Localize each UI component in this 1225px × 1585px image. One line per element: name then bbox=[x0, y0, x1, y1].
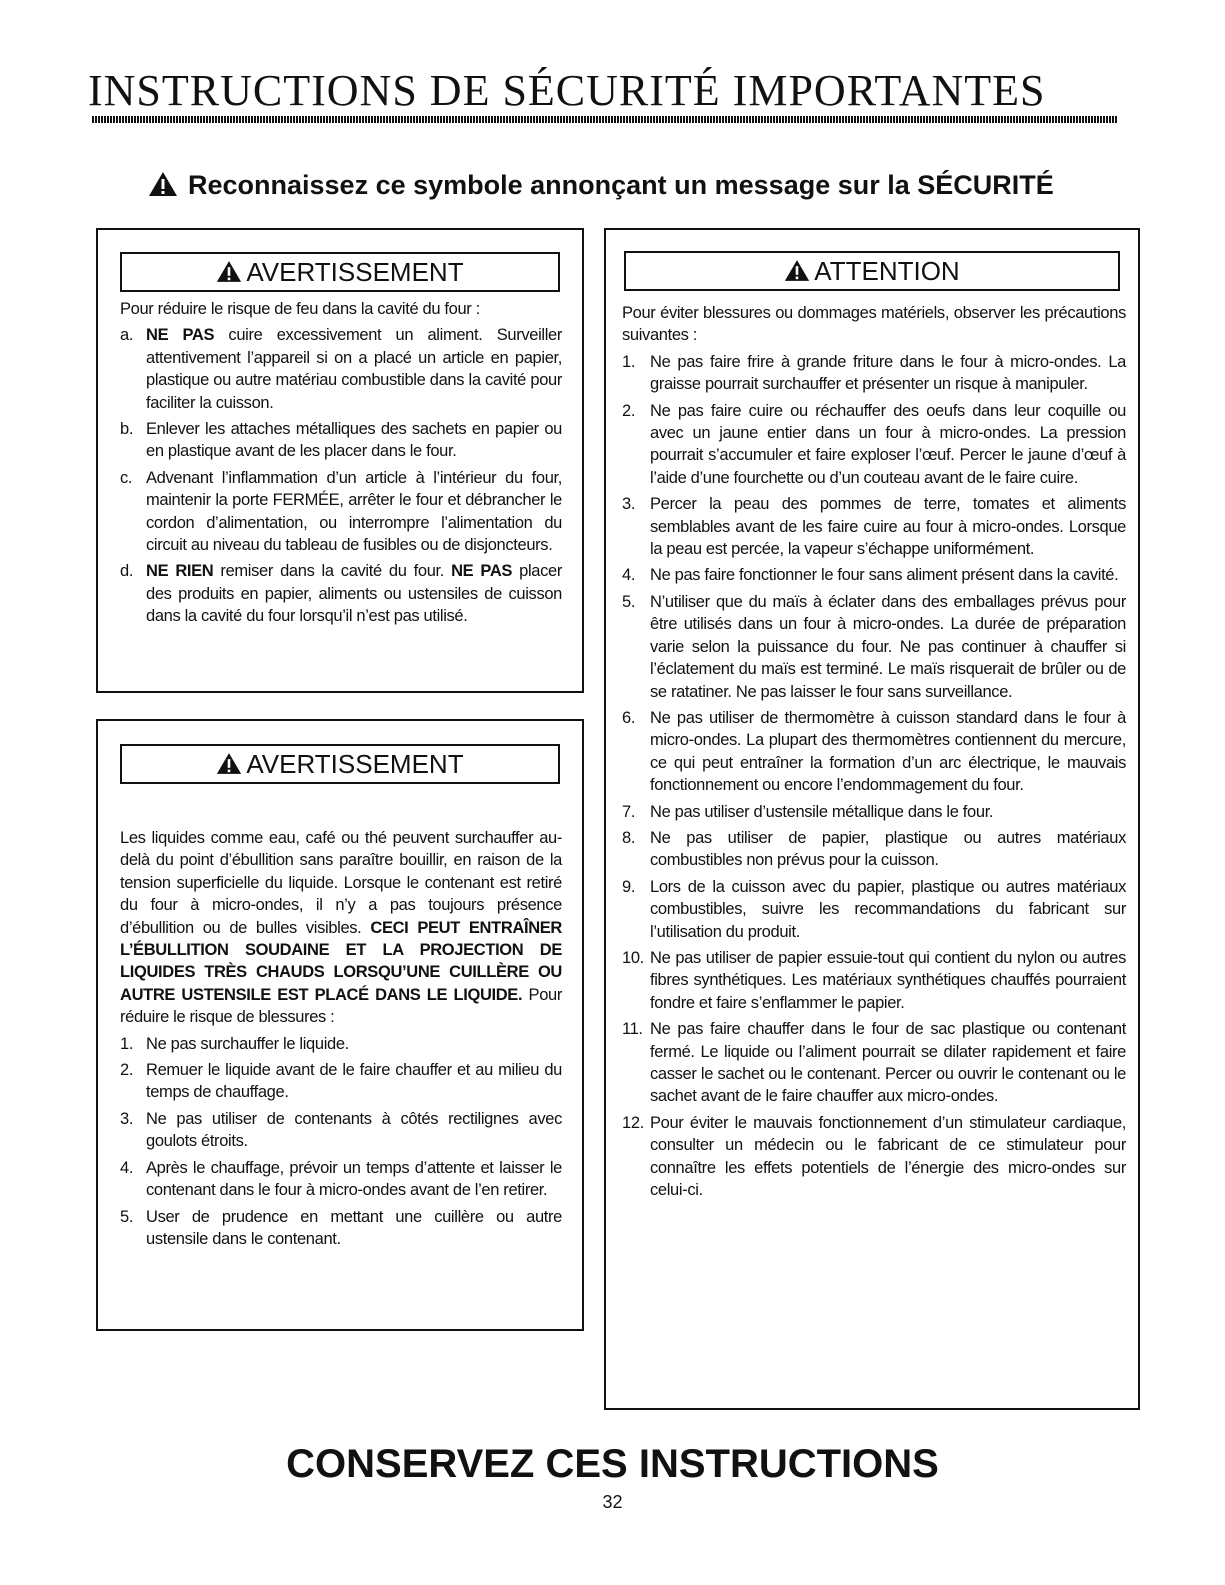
warning-content bbox=[120, 298, 562, 632]
list-marker: c. bbox=[120, 468, 133, 487]
item-text: Ne pas utiliser de contenants à côtés rectilignes avec goulots étroits. bbox=[146, 1109, 562, 1151]
list-item bbox=[622, 351, 1126, 396]
warning-triangle-icon bbox=[148, 171, 178, 197]
intro-text: Pour réduire le risque de feu dans la cavité du four : bbox=[120, 300, 480, 318]
item-text: placer des produits en papier, aliments ou ustensiles de cuisson dans la cavité du four lorsqu’il n’est pas utilisé. bbox=[146, 562, 562, 626]
warning-triangle-icon bbox=[784, 259, 810, 282]
bold-text: NE PAS bbox=[146, 326, 215, 345]
list-marker: b. bbox=[120, 420, 134, 439]
item-text: User de prudence en mettant une cuillère ou autre ustensile dans le contenant. bbox=[146, 1207, 562, 1248]
list-marker: 3. bbox=[120, 1109, 134, 1128]
item-text: Lors de la cuisson avec du papier, plastique ou autres matériaux combustibles, suivre les recommandations du fabricant sur l’utilisation du produit. bbox=[650, 877, 1126, 941]
list-item bbox=[622, 591, 1126, 703]
list-item bbox=[622, 493, 1126, 560]
list-marker: 1. bbox=[622, 352, 636, 371]
list-marker: 9. bbox=[622, 877, 636, 896]
item-text: Percer la peau des pommes de terre, tomates et aliments semblables avant de les faire cuire au four à micro-ondes. Lorsque la peau est percée, la vapeur s’échappe uniformément. bbox=[650, 495, 1126, 559]
list-item bbox=[622, 400, 1126, 490]
item-text: Ne pas faire cuire ou réchauffer des oeufs dans leur coquille ou avec un jaune entier dans un four à micro-ondes. La pression pourrait s’accumuler et faire exploser l’œuf. Percer le jaune d’œuf à l’aide d’une fourchette ou d’un couteau avant de le faire cuire. bbox=[650, 401, 1126, 487]
list-item bbox=[622, 707, 1126, 797]
list-item bbox=[120, 467, 562, 557]
bold-text: CECI PEUT ENTRAÎNER L’ÉBULLITION SOUDAINE ET LA PROJECTION DE LIQUIDES TRÈS CHAUDS LORSQU’UNE CUILLÈRE OU AUTRE USTENSILE EST PLACÉ DANS LE LIQUIDE. bbox=[120, 918, 563, 1004]
bold-text: NE RIEN bbox=[146, 562, 214, 581]
item-text: remiser dans la cavité du four. bbox=[213, 562, 452, 581]
list-item bbox=[120, 1033, 562, 1055]
caution-banner bbox=[624, 251, 1120, 291]
banner-label: AVERTISSEMENT bbox=[246, 749, 464, 779]
intro-text: Pour éviter blessures ou dommages matériels, observer les précautions suivantes : bbox=[622, 304, 1126, 345]
list-marker: a. bbox=[120, 326, 134, 345]
list-marker: 6. bbox=[622, 708, 636, 727]
list-marker: 2. bbox=[120, 1061, 134, 1080]
list-item bbox=[120, 1059, 562, 1104]
list-item bbox=[622, 1112, 1126, 1202]
page-title: INSTRUCTIONS DE SÉCURITÉ IMPORTANTES bbox=[88, 66, 1046, 115]
item-text: Ne pas utiliser de papier, plastique ou autres matériaux combustibles non prévus pour la cuisson. bbox=[650, 828, 1126, 870]
item-text: Ne pas utiliser de thermomètre à cuisson standard dans le four à micro-ondes. La plupart des thermomètres contiennent du mercure, ce qui peut entraîner la formation d’un arc électrique, le mauvais fonctionnement ou encore l’endommagement du four. bbox=[650, 708, 1126, 795]
list-marker: 2. bbox=[622, 401, 636, 420]
list-item bbox=[622, 876, 1126, 943]
list-marker: d. bbox=[120, 562, 134, 581]
list-item bbox=[622, 827, 1126, 872]
list-item bbox=[120, 1157, 562, 1202]
list-marker: 5. bbox=[120, 1207, 134, 1226]
warning-banner bbox=[120, 252, 560, 292]
list-item bbox=[120, 1206, 562, 1251]
list-item bbox=[120, 418, 562, 463]
list-marker: 1. bbox=[120, 1034, 134, 1053]
banner-label: AVERTISSEMENT bbox=[246, 257, 464, 287]
item-text: Ne pas surchauffer le liquide. bbox=[146, 1034, 349, 1053]
item-text: N’utiliser que du maïs à éclater dans des emballages prévus pour être utilisés dans un four à micro-ondes. La durée de préparation varie selon la puissance du four. Ne pas continuer à chauffer si l’éclatement du maïs est terminé. Le maïs risquerait de brûler ou de se ratatiner. Ne pas laisser le four sans surveillance. bbox=[650, 592, 1126, 701]
list-item bbox=[120, 324, 562, 414]
list-marker: 4. bbox=[120, 1158, 134, 1177]
item-text: Ne pas utiliser d’ustensile métallique dans le four. bbox=[650, 802, 994, 821]
item-text: Remuer le liquide avant de le faire chauffer et au milieu du temps de chauffage. bbox=[146, 1061, 562, 1102]
list-marker: 8. bbox=[622, 828, 636, 847]
list-marker: 7. bbox=[622, 802, 636, 821]
item-text: Ne pas utiliser de papier essuie-tout qui contient du nylon ou autres fibres synthétiques. Les matériaux synthétiques chauffés pourraient fondre et faire s’enflammer le papier. bbox=[650, 948, 1126, 1012]
save-instructions-footer: CONSERVEZ CES INSTRUCTIONS bbox=[286, 1442, 939, 1486]
list-item bbox=[622, 1018, 1126, 1108]
list-item bbox=[120, 560, 562, 627]
item-text: Advenant l’inflammation d’un article à l’intérieur du four, maintenir la porte FERMÉE, arrêter le four et débrancher le cordon d’alimentation, ou interrompre l’alimentation du circuit au niveau du tableau de fusibles ou de disjoncteurs. bbox=[146, 468, 562, 555]
caution-content bbox=[622, 302, 1126, 1205]
item-text: Ne pas faire fonctionner le four sans aliment présent dans la cavité. bbox=[650, 566, 1119, 585]
list-marker: 11. bbox=[622, 1020, 643, 1039]
list-marker: 10. bbox=[622, 948, 644, 967]
item-text: Enlever les attaches métalliques des sachets en papier ou en plastique avant de les placer dans le four. bbox=[146, 420, 562, 461]
item-text: Ne pas faire chauffer dans le four de sac plastique ou contenant fermé. Le liquide ou l’aliment pourrait se dilater rapidement et faire casser le sachet ou le contenant. Percer ou ouvrir le contenant ou le sachet avant de le faire chauffer aux micro-ondes. bbox=[650, 1020, 1126, 1106]
warning-box-fire bbox=[96, 228, 584, 693]
banner-label: ATTENTION bbox=[814, 256, 960, 286]
intro-text: Les liquides comme eau, café ou thé peuvent surchauffer au-delà du point d’ébullition sans paraître bouillir, en raison de la tension superficielle du liquide. Lorsque le contenant est retiré du four à micro-ondes, il n’y a pas toujours présence d’ébullition ou de bulles visibles. CECI PEUT ENTRAÎNER L’ÉBULLITION SOUDAINE ET LA PROJECTION DE LIQUIDES TRÈS CHAUDS LORSQU’UNE CUILLÈRE OU AUTRE USTENSILE EST PLACÉ DANS LE LIQUIDE. Pour réduire le risque de blessures : bbox=[120, 829, 563, 1027]
warning-triangle-icon bbox=[216, 752, 242, 775]
list-marker: 3. bbox=[622, 495, 636, 514]
list-item bbox=[622, 564, 1126, 586]
warning-box-liquids bbox=[96, 719, 584, 1331]
bold-text: NE PAS bbox=[451, 562, 513, 581]
warning-content bbox=[120, 827, 562, 1254]
item-text: Pour éviter le mauvais fonctionnement d’un stimulateur cardiaque, consulter un médecin ou le fabricant de ce stimulateur pour connaître les effets potentiels de l’énergie des micro-ondes sur celui-ci. bbox=[650, 1113, 1126, 1200]
warning-banner bbox=[120, 744, 560, 784]
list-marker: 5. bbox=[622, 592, 636, 611]
list-item bbox=[622, 947, 1126, 1014]
page-number: 32 bbox=[602, 1492, 623, 1512]
safety-symbol-heading bbox=[148, 168, 1108, 202]
list-marker: 4. bbox=[622, 566, 636, 585]
subtitle-text: Reconnaissez ce symbole annonçant un message sur la SÉCURITÉ bbox=[188, 170, 1054, 200]
list-marker: 12. bbox=[622, 1113, 644, 1132]
item-text: cuire excessivement un aliment. Surveiller attentivement l’appareil si on a placé un article en papier, plastique ou autre matériau combustible dans la cavité pour faciliter la cuisson. bbox=[146, 326, 562, 412]
list-item bbox=[622, 801, 1126, 823]
caution-box bbox=[604, 228, 1140, 1410]
list-item bbox=[120, 1108, 562, 1153]
item-text: Ne pas faire frire à grande friture dans le four à micro-ondes. La graisse pourrait surchauffer et présenter un risque à manipuler. bbox=[650, 352, 1126, 394]
title-rule bbox=[92, 116, 1117, 123]
warning-triangle-icon bbox=[216, 260, 242, 283]
item-text: Après le chauffage, prévoir un temps d’attente et laisser le contenant dans le four à micro-ondes avant de l’en retirer. bbox=[146, 1158, 562, 1200]
